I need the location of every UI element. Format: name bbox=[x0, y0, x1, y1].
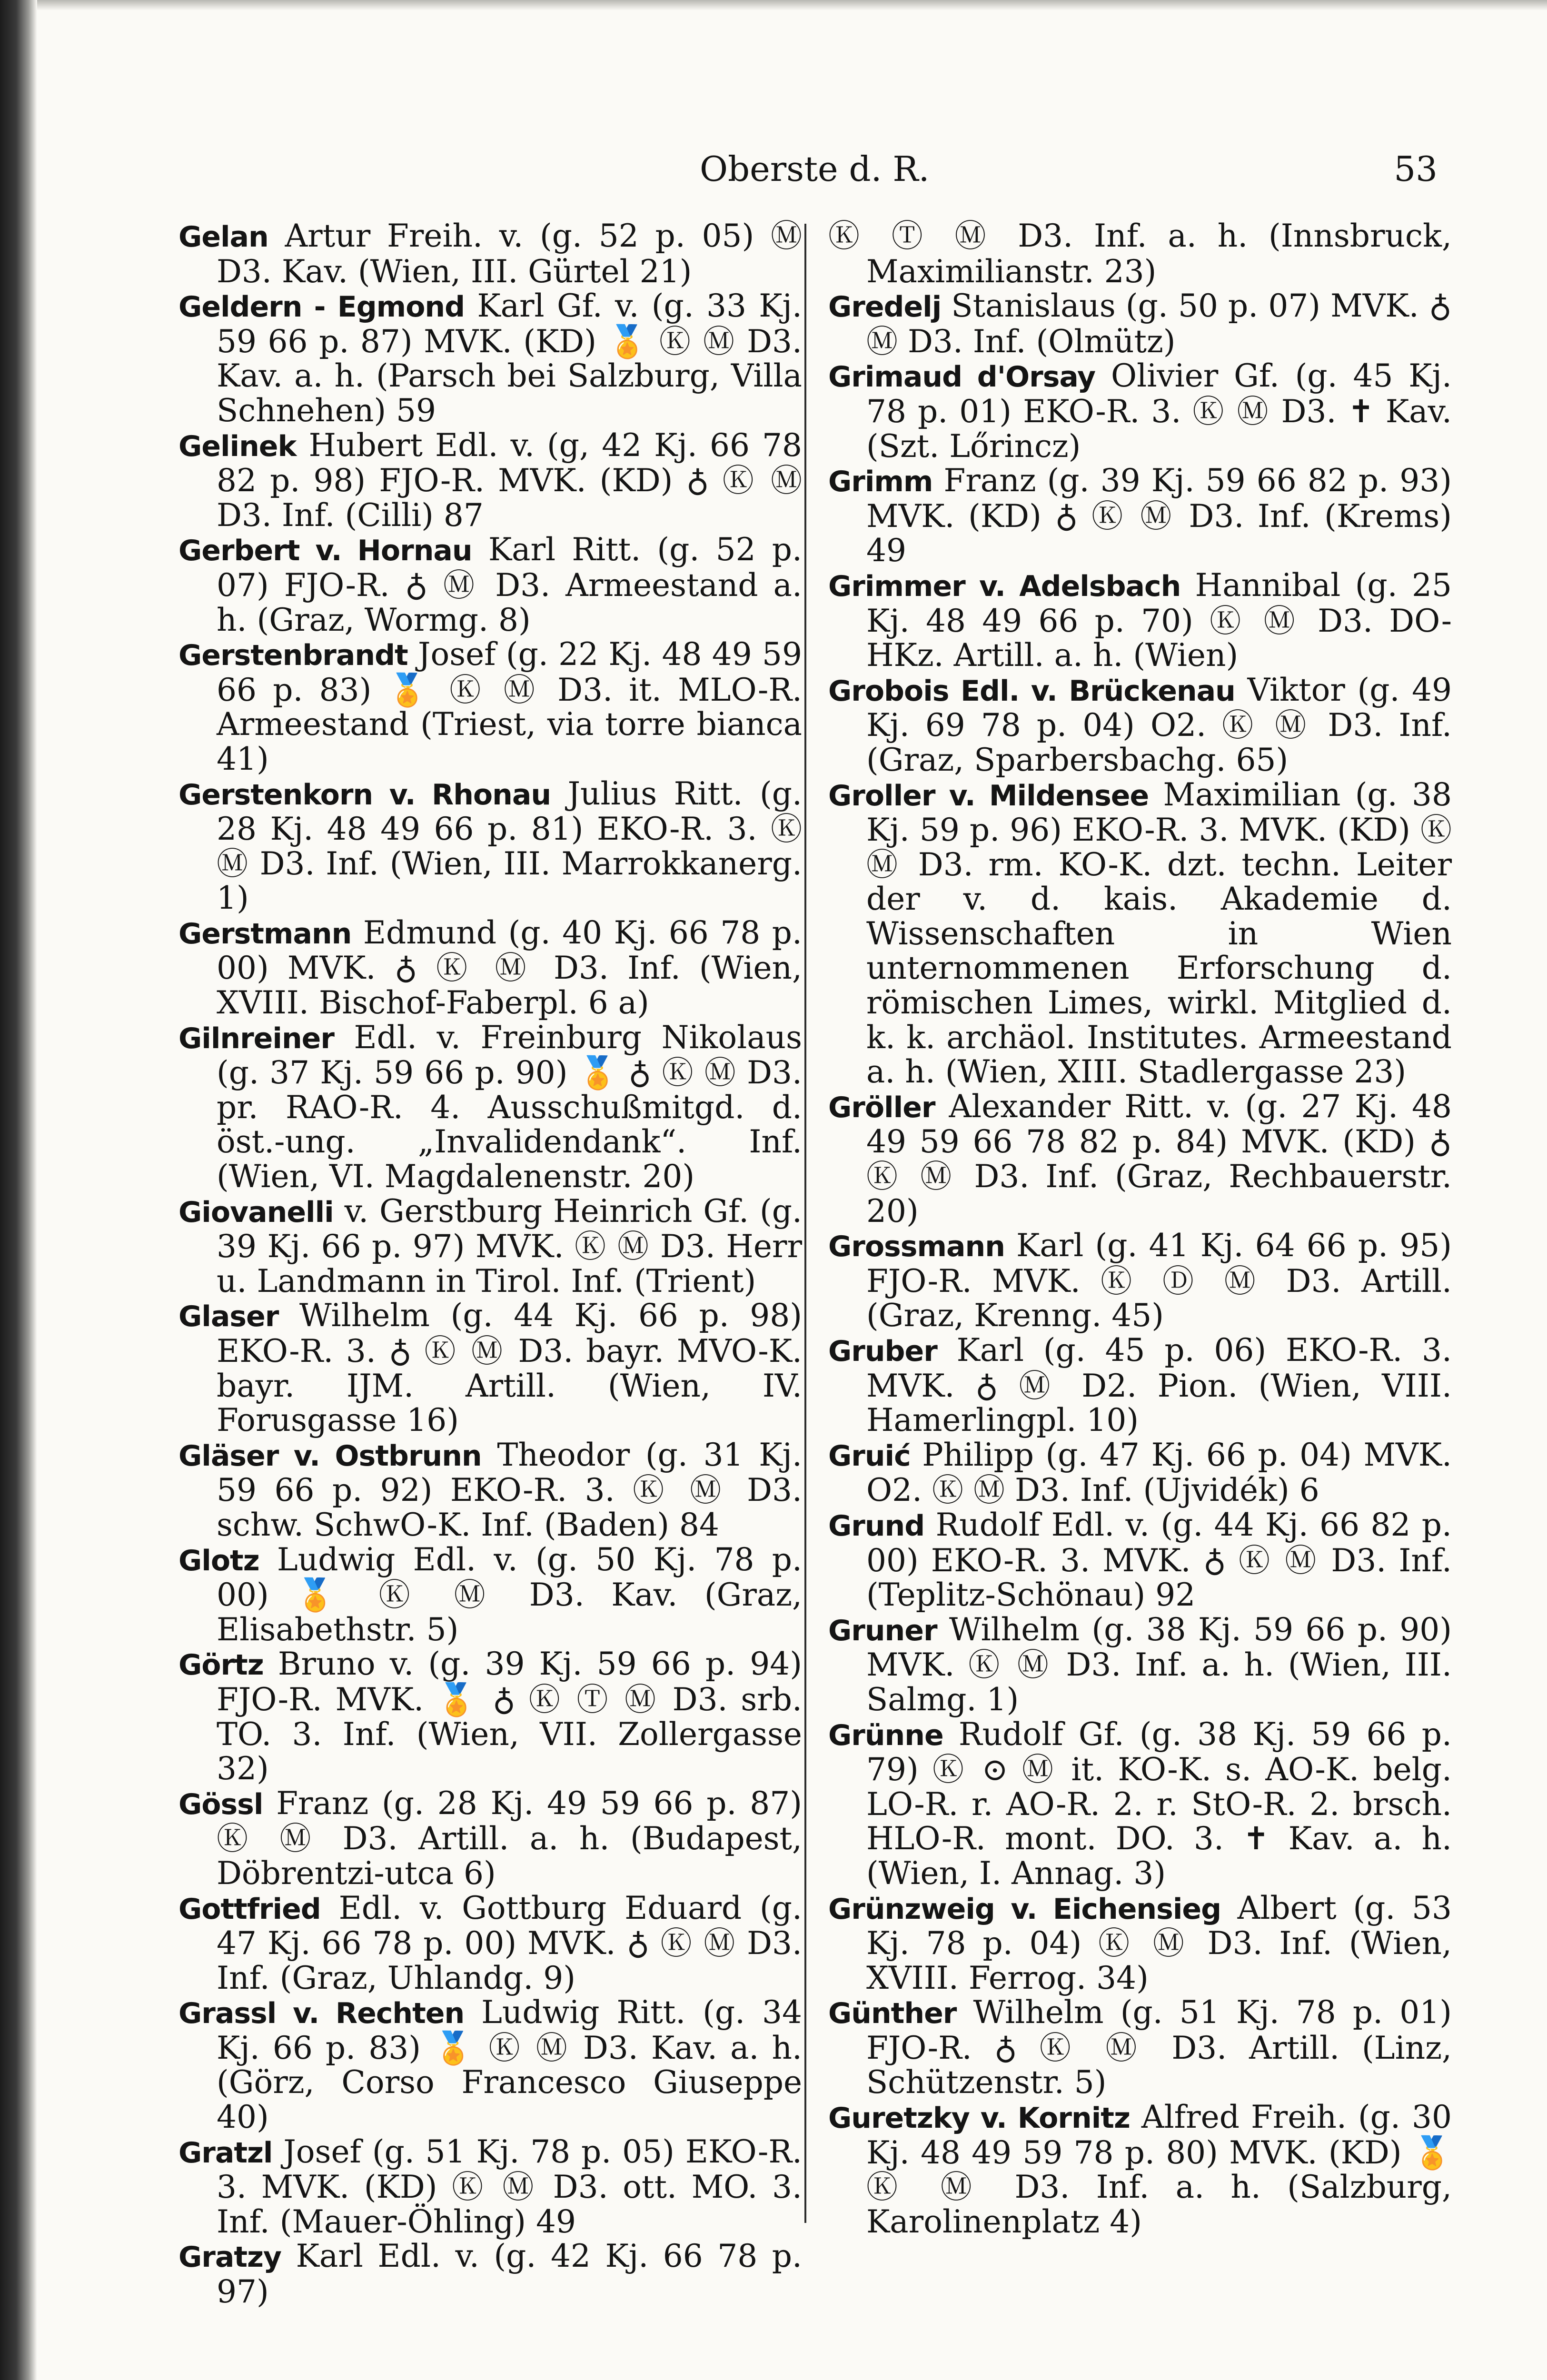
entry-details: Wilhelm (g. 38 Kj. 59 66 p. 90) MVK. Ⓚ Ⓜ D3. Inf. a. h. (Wien, III. Salmg. 1) bbox=[866, 1611, 1452, 1718]
column-divider bbox=[804, 224, 806, 2223]
entry-details: v. Gerstburg Heinrich Gf. (g. 39 Kj. 66 p. 97) MVK. Ⓚ Ⓜ D3. Herr u. Landmann in Tirol. Inf. (Trient) bbox=[217, 1192, 802, 1299]
book-binding-shadow bbox=[0, 0, 37, 2380]
directory-entry bbox=[178, 637, 802, 776]
directory-entry bbox=[828, 464, 1452, 568]
directory-entry bbox=[828, 568, 1452, 673]
entry-details: Wilhelm (g. 51 Kj. 78 p. 01) FJO-R. ♁ Ⓚ Ⓜ D3. Artill. (Linz, Schützenstr. 5) bbox=[866, 1994, 1452, 2101]
page-number: 53 bbox=[1394, 149, 1438, 189]
running-head: Oberste d. R. bbox=[700, 149, 930, 189]
entry-details: Julius Ritt. (g. 28 Kj. 48 49 66 p. 81) EKO-R. 3. Ⓚ Ⓜ D3. Inf. (Wien, III. Marrokkanerg. 1) bbox=[217, 775, 802, 917]
directory-entry bbox=[178, 1995, 802, 2134]
entry-name: Geldern - Egmond bbox=[178, 290, 465, 324]
directory-entry bbox=[178, 2135, 802, 2240]
entry-name: Glaser bbox=[178, 1300, 279, 1334]
entry-name: Giovanelli bbox=[178, 1195, 334, 1229]
directory-entry bbox=[828, 1613, 1452, 1717]
entry-details: Edl. v. Gottburg Eduard (g. 47 Kj. 66 78 p. 00) MVK. ♁ Ⓚ Ⓜ D3. Inf. (Graz, Uhlandg. 9) bbox=[217, 1889, 802, 1996]
directory-entry bbox=[178, 1438, 802, 1543]
entry-details: Franz (g. 28 Kj. 49 59 66 p. 87) Ⓚ Ⓜ D3. Artill. a. h. (Budapest, Döbrentzi-utca 6) bbox=[217, 1785, 802, 1892]
directory-entry bbox=[178, 1194, 802, 1299]
entry-details: Ⓚ Ⓣ Ⓜ D3. Inf. a. h. (Innsbruck, Maximilianstr. 23) bbox=[828, 218, 1452, 290]
directory-entry bbox=[828, 1438, 1452, 1508]
entry-name: Gratzl bbox=[178, 2136, 273, 2170]
entry-name: Gruić bbox=[828, 1439, 911, 1473]
entry-details: Stanislaus (g. 50 p. 07) MVK. ♁ Ⓜ D3. Inf. (Olmütz) bbox=[866, 288, 1452, 360]
entry-details: Rudolf Gf. (g. 38 Kj. 59 66 p. 79) Ⓚ ⊙ Ⓜ it. KO-K. s. AO-K. belg. LO-R. r. AO-R. 2. r. StO-R. 2. brsch. HLO-R. mont. DO. 3. ✝ Kav. a. h. (Wien, I. Annag. 3) bbox=[866, 1716, 1452, 1892]
left-column bbox=[178, 219, 802, 2310]
entry-details: Hannibal (g. 25 Kj. 48 49 66 p. 70) Ⓚ Ⓜ D3. DO-HKz. Artill. a. h. (Wien) bbox=[866, 566, 1452, 674]
directory-entry bbox=[828, 359, 1452, 464]
directory-entry bbox=[828, 1995, 1452, 2100]
entry-name: Gottfried bbox=[178, 1892, 321, 1926]
directory-entry bbox=[178, 1786, 802, 1891]
page-header bbox=[176, 143, 1438, 195]
directory-entry bbox=[828, 1090, 1452, 1229]
entry-details: Philipp (g. 47 Kj. 66 p. 04) MVK. O2. Ⓚ Ⓜ D3. Inf. (Ujvidék) 6 bbox=[866, 1436, 1452, 1509]
entry-details: Artur Freih. v. (g. 52 p. 05) Ⓜ D3. Kav. (Wien, III. Gürtel 21) bbox=[217, 218, 802, 290]
entry-details: Hubert Edl. v. (g, 42 Kj. 66 78 82 p. 98) FJO-R. MVK. (KD) ♁ Ⓚ Ⓜ D3. Inf. (Cilli) 87 bbox=[217, 426, 802, 534]
entry-name: Grünzweig v. Eichensieg bbox=[828, 1892, 1221, 1926]
entry-details: Albert (g. 53 Kj. 78 p. 04) Ⓚ Ⓜ D3. Inf. (Wien, XVIII. Ferrog. 34) bbox=[866, 1889, 1452, 1996]
directory-entry bbox=[828, 2100, 1452, 2239]
entry-name: Grobois Edl. v. Brückenau bbox=[828, 674, 1235, 708]
entry-name: Grimaud d'Orsay bbox=[828, 360, 1096, 394]
entry-name: Groller v. Mildensee bbox=[828, 779, 1149, 813]
entry-name: Gelinek bbox=[178, 429, 297, 463]
entry-details: Franz (g. 39 Kj. 59 66 82 p. 93) MVK. (KD) ♁ Ⓚ Ⓜ D3. Inf. (Krems) 49 bbox=[866, 462, 1452, 569]
entry-name: Grimm bbox=[828, 465, 933, 499]
entry-details: Wilhelm (g. 44 Kj. 66 p. 98) EKO-R. 3. ♁ Ⓚ Ⓜ D3. bayr. MVO-K. bayr. IJM. Artill. (Wien, IV. Forusgasse 16) bbox=[217, 1297, 802, 1439]
entry-details: Karl (g. 45 p. 06) EKO-R. 3. MVK. ♁ Ⓜ D2. Pion. (Wien, VIII. Hamerlingpl. 10) bbox=[866, 1332, 1452, 1439]
directory-entry bbox=[828, 1229, 1452, 1333]
entry-details: Alfred Freih. (g. 30 Kj. 48 49 59 78 p. 80) MVK. (KD) 🏅 Ⓚ Ⓜ D3. Inf. a. h. (Salzburg, Karolinenplatz 4) bbox=[866, 2099, 1452, 2240]
directory-entry bbox=[178, 1891, 802, 1996]
entry-name: Görtz bbox=[178, 1648, 264, 1682]
directory-entry bbox=[828, 1508, 1452, 1613]
entry-name: Gröller bbox=[828, 1091, 935, 1124]
entry-name: Gredelj bbox=[828, 290, 942, 324]
directory-entry bbox=[178, 2239, 802, 2309]
entry-details: Bruno v. (g. 39 Kj. 59 66 p. 94) FJO-R. MVK. 🏅 ♁ Ⓚ Ⓣ Ⓜ D3. srb. TO. 3. Inf. (Wien, VII. Zollergasse 32) bbox=[217, 1646, 802, 1787]
entry-details: Maximilian (g. 38 Kj. 59 p. 96) EKO-R. 3. MVK. (KD) Ⓚ Ⓜ D3. rm. KO-K. dzt. techn. Leiter der v. d. kais. Akademie d. Wissenschaften in Wien unternommenen Erforschung d. römischen Limes, wirkl. Mitglied d. k. k. archäol. Institutes. Armeestand a. h. (Wien, XIII. Stadlergasse 23) bbox=[866, 776, 1452, 1091]
directory-entry bbox=[178, 1299, 802, 1438]
entry-details: Karl Edl. v. (g. 42 Kj. 66 78 p. 97) bbox=[217, 2238, 802, 2311]
directory-entry bbox=[178, 533, 802, 637]
entry-name: Grimmer v. Adelsbach bbox=[828, 569, 1181, 603]
directory-entry bbox=[178, 428, 802, 533]
entry-name: Gelan bbox=[178, 220, 268, 254]
entry-details: Karl Gf. v. (g. 33 Kj. 59 66 p. 87) MVK. (KD) 🏅 Ⓚ Ⓜ D3. Kav. a. h. (Parsch bei Salzburg, Villa Schnehen) 59 bbox=[217, 288, 802, 429]
entry-details: Edl. v. Freinburg Nikolaus (g. 37 Kj. 59 66 p. 90) 🏅 ♁ Ⓚ Ⓜ D3. pr. RAO-R. 4. Ausschußmitgd. d. öst.-ung. „Invalidendank“. Inf. (Wien, VI. Magdalenenstr. 20) bbox=[217, 1019, 802, 1195]
entry-name: Günther bbox=[828, 1997, 957, 2031]
entry-name: Gerstenbrandt bbox=[178, 639, 408, 673]
entry-name: Gössl bbox=[178, 1787, 263, 1821]
entry-name: Gruner bbox=[828, 1614, 937, 1647]
directory-entry bbox=[178, 1021, 802, 1194]
entry-details: Karl Ritt. (g. 52 p. 07) FJO-R. ♁ Ⓜ D3. Armeestand a. h. (Graz, Wormg. 8) bbox=[217, 531, 802, 638]
entry-name: Gerstenkorn v. Rhonau bbox=[178, 778, 551, 812]
directory-entry bbox=[178, 289, 802, 428]
entry-name: Grassl v. Rechten bbox=[178, 1997, 465, 2031]
directory-entry bbox=[178, 1543, 802, 1647]
entry-details: Theodor (g. 31 Kj. 59 66 p. 92) EKO-R. 3. Ⓚ Ⓜ D3. schw. SchwO-K. Inf. (Baden) 84 bbox=[217, 1436, 803, 1543]
directory-entry bbox=[828, 1891, 1452, 1996]
page-top-edge bbox=[0, 0, 1547, 10]
directory-entry bbox=[178, 1647, 802, 1786]
entry-name: Grossmann bbox=[828, 1230, 1005, 1264]
directory-entry bbox=[828, 1333, 1452, 1438]
entry-name: Glotz bbox=[178, 1544, 259, 1577]
entry-name: Gilnreiner bbox=[178, 1021, 334, 1055]
directory-entry bbox=[178, 219, 802, 289]
entry-name: Grünne bbox=[828, 1718, 943, 1752]
entry-details: Alexander Ritt. v. (g. 27 Kj. 48 49 59 66 78 82 p. 84) MVK. (KD) ♁ Ⓚ Ⓜ D3. Inf. (Graz, Rechbauerstr. 20) bbox=[866, 1088, 1452, 1230]
entry-name: Gruber bbox=[828, 1335, 937, 1368]
entry-details: Viktor (g. 49 Kj. 69 78 p. 04) O2. Ⓚ Ⓜ D3. Inf. (Graz, Sparbersbachg. 65) bbox=[866, 671, 1452, 778]
entry-name: Gerstmann bbox=[178, 917, 352, 951]
entry-details: Ludwig Ritt. (g. 34 Kj. 66 p. 83) 🏅 Ⓚ Ⓜ D3. Kav. a. h. (Görz, Corso Francesco Giuseppe 40) bbox=[217, 1994, 802, 2136]
right-column bbox=[828, 219, 1452, 2239]
entry-details: Rudolf Edl. v. (g. 44 Kj. 66 82 p. 00) EKO-R. 3. MVK. ♁ Ⓚ Ⓜ D3. Inf. (Teplitz-Schönau) 92 bbox=[866, 1506, 1452, 1614]
entry-name: Guretzky v. Kornitz bbox=[828, 2102, 1130, 2135]
entry-details: Edmund (g. 40 Kj. 66 78 p. 00) MVK. ♁ Ⓚ Ⓜ D3. Inf. (Wien, XVIII. Bischof-Faberpl. 6 a) bbox=[217, 914, 802, 1021]
directory-entry bbox=[828, 219, 1452, 289]
entry-details: Josef (g. 22 Kj. 48 49 59 66 p. 83) 🏅 Ⓚ Ⓜ D3. it. MLO-R. Armeestand (Triest, via torre bianca 41) bbox=[217, 636, 802, 777]
entry-name: Gläser v. Ostbrunn bbox=[178, 1439, 482, 1473]
entry-details: Karl (g. 41 Kj. 64 66 p. 95) FJO-R. MVK. Ⓚ Ⓓ Ⓜ D3. Artill. (Graz, Krenng. 45) bbox=[866, 1227, 1452, 1334]
directory-entry bbox=[178, 916, 802, 1021]
entry-details: Ludwig Edl. v. (g. 50 Kj. 78 p. 00) 🏅 Ⓚ Ⓜ D3. Kav. (Graz, Elisabethstr. 5) bbox=[217, 1541, 802, 1648]
directory-entry bbox=[828, 289, 1452, 359]
directory-entry bbox=[178, 777, 802, 916]
entry-name: Gratzy bbox=[178, 2241, 282, 2274]
entry-details: Olivier Gf. (g. 45 Kj. 78 p. 01) EKO-R. 3. Ⓚ Ⓜ D3. ✝ Kav. (Szt. Lőrincz) bbox=[866, 357, 1452, 465]
directory-entry bbox=[828, 778, 1452, 1090]
entry-name: Grund bbox=[828, 1509, 925, 1543]
directory-entry bbox=[828, 673, 1452, 778]
directory-entry bbox=[828, 1717, 1452, 1891]
entry-details: Josef (g. 51 Kj. 78 p. 05) EKO-R. 3. MVK. (KD) Ⓚ Ⓜ D3. ott. MO. 3. Inf. (Mauer-Öhling) 49 bbox=[217, 2133, 802, 2240]
entry-name: Gerbert v. Hornau bbox=[178, 534, 472, 568]
